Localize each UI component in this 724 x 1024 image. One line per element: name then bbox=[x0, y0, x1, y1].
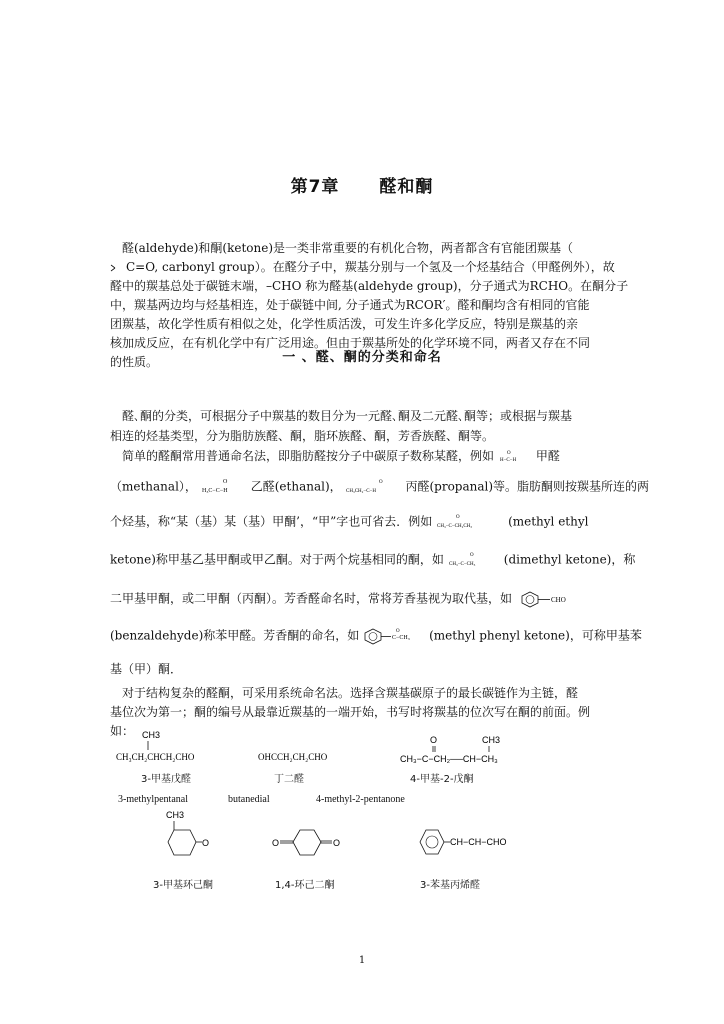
p2-line-2: 相连的烃基类型，分为脂肪族醛、酮，脂环族醛、酮，芳香族醛、酮等。 bbox=[110, 429, 495, 443]
p4-line-3: 如： bbox=[110, 724, 135, 738]
label-butanedial-en: butanedial bbox=[228, 794, 270, 805]
structures-row-2 bbox=[150, 806, 570, 876]
intro-line-6: 核加成反应，在有机化学中有广泛用途。但由于羰基所处的化学环境不同，两者又存在不同 bbox=[110, 336, 591, 350]
svg-text:H₃C−C−H: H₃C−C−H bbox=[201, 488, 228, 494]
intro-line-4: 中，羰基两边均与烃基相连，处于碳链中间, 分子通式为RCOR′。醛和酮均含有相同的官能 bbox=[110, 298, 590, 312]
svg-text:O: O bbox=[469, 553, 474, 558]
structure-butanedial bbox=[258, 752, 328, 762]
svg-text:O: O bbox=[333, 838, 341, 848]
label-3-methylcyclohexanone-zh: 3-甲基环己酮 bbox=[153, 880, 213, 891]
chapter-name: 醛和酮 bbox=[379, 177, 434, 197]
svg-text:C−CH₃: C−CH₃ bbox=[392, 635, 410, 641]
acetone-structure bbox=[448, 551, 504, 569]
acetophenone-structure bbox=[363, 627, 429, 645]
p3-line-a: 简单的醛酮常用普通命名法，即脂肪醛按分子中碳原子数称某醛，例如 H−C−H O 甲醛 bbox=[122, 449, 560, 463]
svg-text:O: O bbox=[456, 515, 460, 520]
structure-1-4-cyclohexanedione bbox=[272, 830, 340, 855]
benzaldehyde-structure bbox=[516, 590, 588, 608]
p3-line-e: 二甲基甲酮，或二甲酮（丙酮）。芳香醛命名时，常将芳香基视为取代基，如 CHO bbox=[110, 590, 588, 608]
svg-text:OHCCH₂CH₂CHO: OHCCH₂CH₂CHO bbox=[258, 752, 328, 762]
butanone-structure bbox=[436, 513, 508, 531]
svg-text:CH−CH−CHO: CH−CH−CHO bbox=[450, 837, 507, 847]
svg-text:CH₃−C−CH₃: CH₃−C−CH₃ bbox=[448, 562, 476, 567]
label-3-methylpentanal-zh: 3-甲基戊醛 bbox=[141, 774, 191, 785]
svg-text:O: O bbox=[272, 838, 280, 848]
structure-3-phenylpropenal bbox=[420, 830, 507, 854]
intro-line-1: 醛(aldehyde)和酮(ketone)是一类非常重要的有机化合物，两者都含有官能团羰基（ bbox=[122, 241, 574, 255]
p4-line-2: 基位次为第一；酮的编号从最靠近羰基的一端开始，书写时将羰基的位次写在酮的前面。例 bbox=[110, 705, 591, 719]
intro-line-3: 醛中的羰基总处于碳链末端，–CHO 称为醛基(aldehyde group)，分子通式为RCHO。在酮分子 bbox=[110, 279, 629, 293]
acetaldehyde-structure bbox=[201, 478, 251, 496]
svg-text:H−C−H: H−C−H bbox=[499, 457, 517, 463]
structure-3-methylpentanal bbox=[116, 730, 195, 762]
svg-text:CH₃CH₂−C−H: CH₃CH₂−C−H bbox=[346, 489, 377, 494]
p3-line-b: （methanal）， H₃C−C−H O 乙醛(ethanal)， CH₃CH₂−C−H O 丙醛(propanal)等。脂肪酮则按羰基所连的两 bbox=[110, 479, 650, 494]
p3-line-f: (benzaldehyde)称苯甲醛。芳香酮的命名，如 C−CH₃ O (methyl phenyl ketone)，可称甲基苯 bbox=[110, 627, 642, 645]
svg-text:CH3: CH3 bbox=[482, 735, 501, 745]
svg-text:O: O bbox=[379, 480, 384, 485]
carbonyl-symbol bbox=[110, 263, 126, 273]
svg-text:CH₃CH₂CHCH₂CHO: CH₃CH₂CHCH₂CHO bbox=[116, 752, 195, 762]
chapter-title bbox=[0, 172, 724, 197]
label-3-phenylpropenal-zh: 3-苯基丙烯醛 bbox=[420, 880, 480, 891]
p3-line-g: 基（甲）酮． bbox=[110, 662, 183, 676]
page-number: 1 bbox=[358, 955, 366, 966]
structure-4-methyl-2-pentanone bbox=[400, 735, 500, 764]
formaldehyde-structure bbox=[498, 450, 536, 464]
chapter-number: 第7章 bbox=[290, 177, 340, 197]
propanal-structure bbox=[345, 478, 405, 496]
p3-line-c: 个烃基，称“某（基）某（基）甲酮’，“甲”字也可省去．例如 CH₃−C−CH₂CH₃ O (methyl ethyl bbox=[110, 514, 589, 529]
svg-text:CHO: CHO bbox=[550, 596, 566, 604]
label-1-4-cyclohexanedione-zh: 1,4-环己二酮 bbox=[275, 880, 335, 891]
section-heading: 一 、醛、酮的分类和命名 bbox=[282, 350, 442, 365]
intro-line-7: 的性质。 bbox=[110, 355, 159, 369]
svg-text:O: O bbox=[396, 629, 400, 634]
p3-line-d: ketone)称甲基乙基甲酮或甲乙酮。对于两个烷基相同的酮，如 CH₃−C−CH₃ O (dimethyl ketone)，称 bbox=[110, 552, 636, 567]
p4-line-1: 对于结构复杂的醛酮，可采用系统命名法。选择含羰基碳原子的最长碳链作为主链，醛 bbox=[122, 686, 579, 700]
svg-text:O: O bbox=[506, 450, 511, 456]
label-3-methylpentanal-en: 3-methylpentanal bbox=[118, 794, 188, 805]
label-butanedial-zh: 丁二醛 bbox=[274, 774, 304, 785]
label-4-methyl-2-pentanone-zh: 4-甲基-2-戊酮 bbox=[410, 774, 474, 785]
svg-text:CH3: CH3 bbox=[142, 730, 161, 740]
intro-line-2: C=O, carbonyl group）。在醛分子中，羰基分别与一个氢及一个烃基结合（甲醛例外），故 bbox=[110, 259, 615, 275]
structures-row-1 bbox=[110, 728, 630, 768]
intro-line-5: 团羰基，故化学性质有相似之处，化学性质活泼，可发生许多化学反应，特别是羰基的亲 bbox=[110, 317, 579, 331]
label-4-methyl-2-pentanone-en: 4-methyl-2-pentanone bbox=[316, 794, 405, 805]
svg-text:CH3: CH3 bbox=[166, 810, 185, 820]
svg-text:CH₃−C−CH₂──CH−CH₃: CH₃−C−CH₂──CH−CH₃ bbox=[400, 754, 498, 764]
svg-text:CH₃−C−CH₂CH₃: CH₃−C−CH₂CH₃ bbox=[437, 524, 473, 529]
svg-text:O: O bbox=[202, 838, 210, 848]
p2-line-1: 醛､酮的分类，可根据分子中羰基的数目分为一元醛､酮及二元醛､酮等；或根据与羰基 bbox=[122, 409, 573, 423]
structure-3-methylcyclohexanone bbox=[166, 810, 209, 855]
svg-text:O: O bbox=[430, 735, 438, 745]
svg-text:O: O bbox=[222, 479, 228, 485]
